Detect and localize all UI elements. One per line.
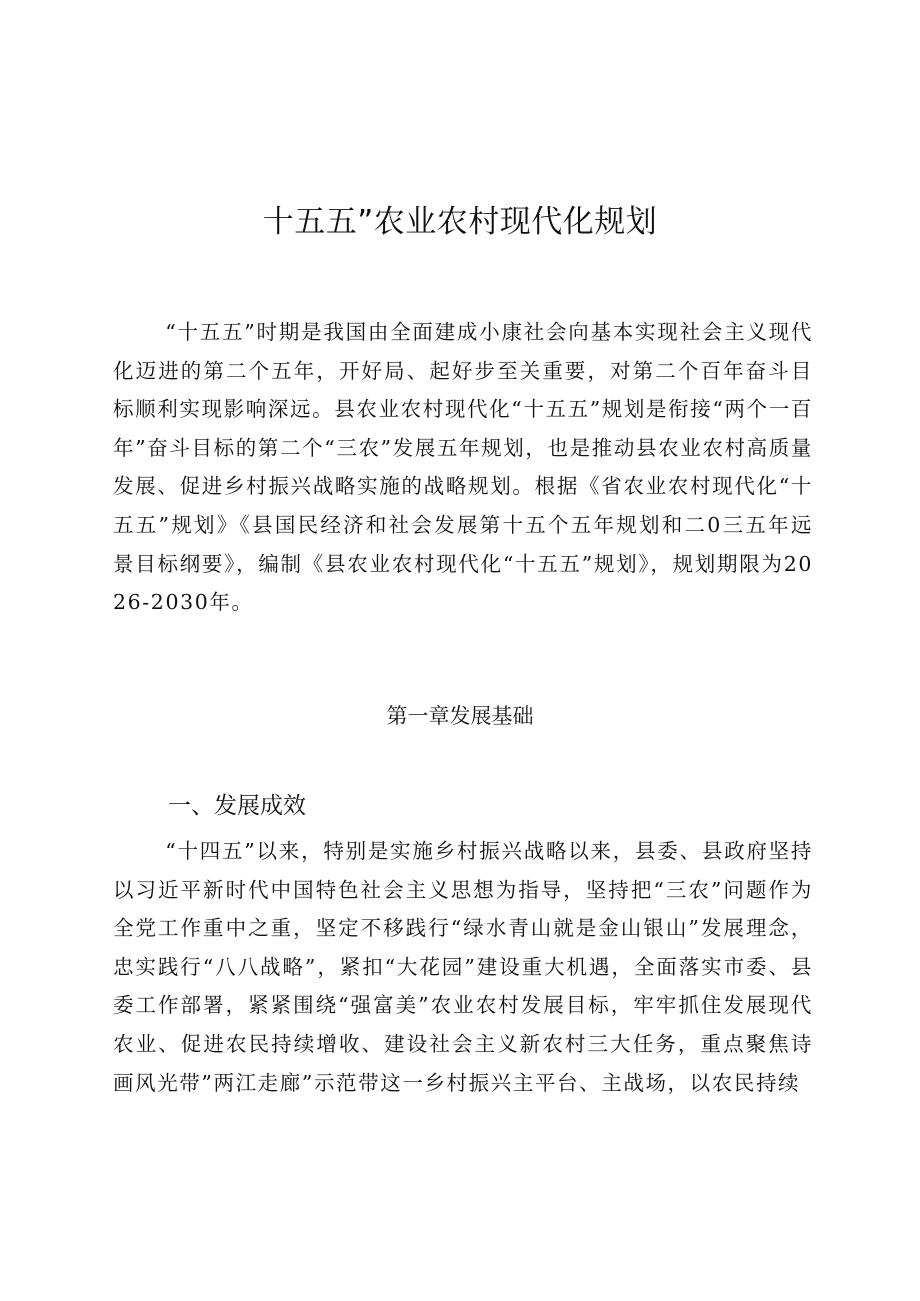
document-title: 十五五”农业农村现代化规划 bbox=[262, 204, 658, 240]
intro-section bbox=[113, 313, 813, 622]
section-body bbox=[113, 832, 813, 1102]
section-paragraph: “十四五”以来，特别是实施乡村振兴战略以来，县委、县政府坚持以习近平新时代中国特色社会主义思想为指导，坚持把“三农”问题作为全党工作重中之重，坚定不移践行“绿水青山就是金山银山”发展理念，忠实践行“八八战略”，紧扣“大花园”建设重大机遇，全面落实市委、县委工作部署，紧紧围绕“强富美”农业农村发展目标，牢牢抓住发展现代农业、促进农民持续增收、建设社会主义新农村三大任务，重点聚焦诗画风光带”两江走廊”示范带这一乡村振兴主平台、主战场，以农民持续 bbox=[113, 839, 813, 1095]
intro-paragraph: “十五五”时期是我国由全面建成小康社会向基本实现社会主义现代化迈进的第二个五年，开好局、起好步至关重要，对第二个百年奋斗目标顺利实现影响深远。县农业农村现代化“十五五”规划是衔接“两个一百年”奋斗目标的第二个“三农”发展五年规划，也是推动县农业农村高质量发展、促进乡村振兴战略实施的战略规划。根据《省农业农村现代化“十五五”规划》《县国民经济和社会发展第十五个五年规划和二0三五年远景目标纲要》，编制《县农业农村现代化“十五五”规划》，规划期限为2026-2030年。 bbox=[113, 320, 813, 615]
chapter-heading: 第一章发展基础 bbox=[386, 704, 534, 728]
section-heading: 一、发展成效 bbox=[168, 793, 306, 819]
